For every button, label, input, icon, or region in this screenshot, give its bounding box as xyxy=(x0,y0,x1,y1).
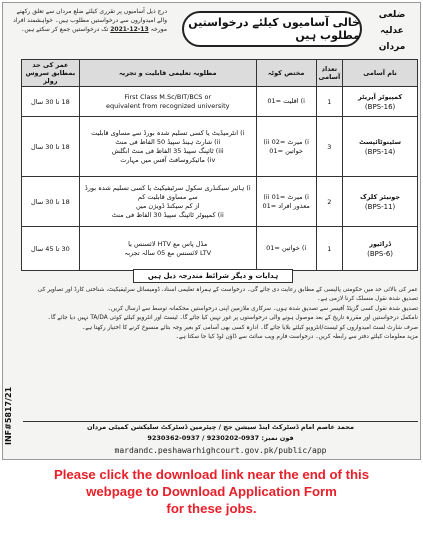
qualification-line: LTV لائسنس مع 05 سالہ تجربہ xyxy=(124,248,212,257)
post-count-cell: 3 xyxy=(316,117,343,177)
intro-text-end: تک درخواستیں جمع کر سکتے ہیں۔ xyxy=(20,26,109,33)
column-header-quota: مختص کوٹہ xyxy=(256,60,316,87)
job-advertisement xyxy=(2,2,421,460)
intro-deadline-date: 13-12-2021 xyxy=(110,26,149,33)
qualification-cell xyxy=(79,227,256,271)
table-header-row xyxy=(22,60,418,87)
column-header-count: تعداد آسامی xyxy=(316,60,343,87)
advert-header xyxy=(7,7,418,57)
pay-scale: (BPS-11) xyxy=(364,202,396,211)
pay-scale: (BPS-14) xyxy=(364,147,396,156)
advert-title: خالی آسامیوں کیلئے درخواستیں مطلوب ہیں xyxy=(182,11,362,47)
office-name-line2: عدلیہ مردان xyxy=(378,26,406,52)
qualification-cell xyxy=(79,117,256,177)
qualification-line: i) ہائیر سیکنڈری سکول سرٹیفیکیٹ یا کسی تسلیم شدہ بورڈ سے مساوی قابلیت کم xyxy=(84,183,251,201)
post-count-cell: 1 xyxy=(316,87,343,117)
table-row xyxy=(22,227,418,271)
pay-scale: (BPS-6) xyxy=(367,249,394,258)
post-name-cell xyxy=(343,117,418,177)
post-name: کمپیوٹر آپریٹر xyxy=(358,92,403,101)
contact-line1: محمد عاصم امام ڈسٹرکٹ اینڈ سیشن جج / چیئرمین ڈسٹرکٹ سلیکشن کمیٹی مردان xyxy=(86,423,354,431)
column-header-age: عمر کی حد بمطابق سروس رولز xyxy=(22,60,80,87)
qualification-line: iv) مائیکروسافٹ آفس میں مہارت xyxy=(120,155,216,164)
download-notice xyxy=(6,466,417,530)
qualification-line: مڈل پاس مع HTV لائسنس یا xyxy=(128,239,208,248)
post-name: جونیئر کلرک xyxy=(360,192,401,201)
qualification-line: iii) ٹائپنگ سپیڈ 35 الفاظ فی منٹ انگلش xyxy=(111,146,224,155)
quota-cell: i) میرٹ =01 ii) معذور افراد =01 xyxy=(256,177,316,227)
qualification-line: ii) کمپیوٹر ٹائپنگ سپیڈ 30 الفاظ فی منٹ xyxy=(111,210,224,219)
instruction-item: صرف شارٹ لسٹ امیدواروں کو ٹیسٹ/انٹرویو کیلئے بلایا جائے گا۔ ادارہ کسی بھی آسامی کو بغیر وجہ بتائے منسوخ کرنے کا اختیار رکھتا ہے۔ xyxy=(81,324,418,331)
instruction-item: تصدیق شدہ نقول کسی گزیٹڈ آفیسر سے تصدیق شدہ ہوں۔ سرکاری ملازمین اپنی درخواستیں محکمانہ توسط سے ارسال کریں۔ xyxy=(107,305,418,312)
qualification-cell xyxy=(79,177,256,227)
table-row xyxy=(22,177,418,227)
post-name-cell xyxy=(343,177,418,227)
column-header-qualification: مطلوبہ تعلیمی قابلیت و تجربہ xyxy=(79,60,256,87)
age-limit-cell: 30 تا 45 سال xyxy=(22,227,80,271)
post-count-cell: 1 xyxy=(316,227,343,271)
age-limit-cell: 18 تا 30 سال xyxy=(22,117,80,177)
post-count-cell: 2 xyxy=(316,177,343,227)
qualification-line: i) انٹرمیڈیٹ یا کسی تسلیم شدہ بورڈ سے مساوی قابلیت xyxy=(91,128,245,137)
office-name-line1: ضلعی xyxy=(378,10,406,20)
vacancies-table-body xyxy=(22,87,418,271)
instructions-title: ہدایات و دیگر شرائط مندرجہ ذیل ہیں xyxy=(133,269,293,283)
quota-cell: i) اقلیت =01 xyxy=(256,87,316,117)
qualification-line: ii) شارٹ ہینڈ سپیڈ 50 الفاظ فی منٹ xyxy=(115,137,221,146)
qualification-cell xyxy=(79,87,256,117)
download-notice-line2: webpage to Download Application Form xyxy=(86,484,337,499)
qualification-line: equivalent from recognized university xyxy=(106,101,230,110)
post-name-cell xyxy=(343,87,418,117)
instructions-text xyxy=(23,286,418,418)
contact-block xyxy=(23,421,418,443)
intro-text-body: درج ذیل آسامیوں پر تقرری کیلئے ضلع مردان سے تعلق رکھنے والے امیدواروں سے درخواستیں مطلوب ہیں۔ خواہشمند افراد مورخہ xyxy=(13,8,167,33)
website-url[interactable]: mardandc.peshawarhighcourt.gov.pk/public/app xyxy=(114,446,327,455)
post-name: سٹینوٹائپسٹ xyxy=(359,137,402,146)
column-header-name: نام آسامی xyxy=(343,60,418,87)
contact-line2: فون نمبر: 0937-9230202 / 0937-9230362 xyxy=(147,434,294,442)
instruction-item: نامکمل درخواستیں اور مقررہ تاریخ کے بعد موصول ہونے والی درخواستوں پر غور نہیں کیا جائے گا۔ ٹیسٹ اور انٹرویو کیلئے کوئی TA/DA نہیں دیا جائے گا۔ xyxy=(47,315,418,322)
pay-scale: (BPS-16) xyxy=(364,102,396,111)
inf-reference-number: INF#5817/21 xyxy=(4,386,13,445)
quota-cell: i) خواتین =01 xyxy=(256,227,316,271)
instruction-item: مزید معلومات کیلئے دفتر سے رابطہ کریں۔ درخواست فارم ویب سائٹ سے ڈاؤن لوڈ کیا جا سکتا ہے۔ xyxy=(175,334,418,341)
qualification-line: از کم سیکنڈ ڈویژن میں xyxy=(135,201,200,210)
intro-text xyxy=(7,7,167,57)
qualification-line: First Class M.Sc/BIT/BCS or xyxy=(124,92,212,101)
quota-cell: i) میرٹ =02 ii) خواتین =01 xyxy=(256,117,316,177)
download-notice-line1: Please click the download link near the end of this xyxy=(53,467,370,482)
post-name-cell xyxy=(343,227,418,271)
table-row xyxy=(22,117,418,177)
table-row xyxy=(22,87,418,117)
instruction-item: عمر کی بالائی حد میں حکومتی پالیسی کے مطابق رعایت دی جائے گی۔ درخواست کے ہمراہ تعلیمی اسناد، ڈومیسائل سرٹیفیکیٹ، شناختی کارڈ اور تصاویر کی تصدیق شدہ نقول منسلک کرنا لازمی ہے۔ xyxy=(37,287,418,303)
download-notice-line3: for these jobs. xyxy=(166,501,257,516)
vacancies-table xyxy=(21,59,418,271)
age-limit-cell: 18 تا 30 سال xyxy=(22,87,80,117)
age-limit-cell: 18 تا 30 سال xyxy=(22,177,80,227)
office-name xyxy=(366,7,418,55)
post-name: ڈرائیور xyxy=(369,239,391,248)
